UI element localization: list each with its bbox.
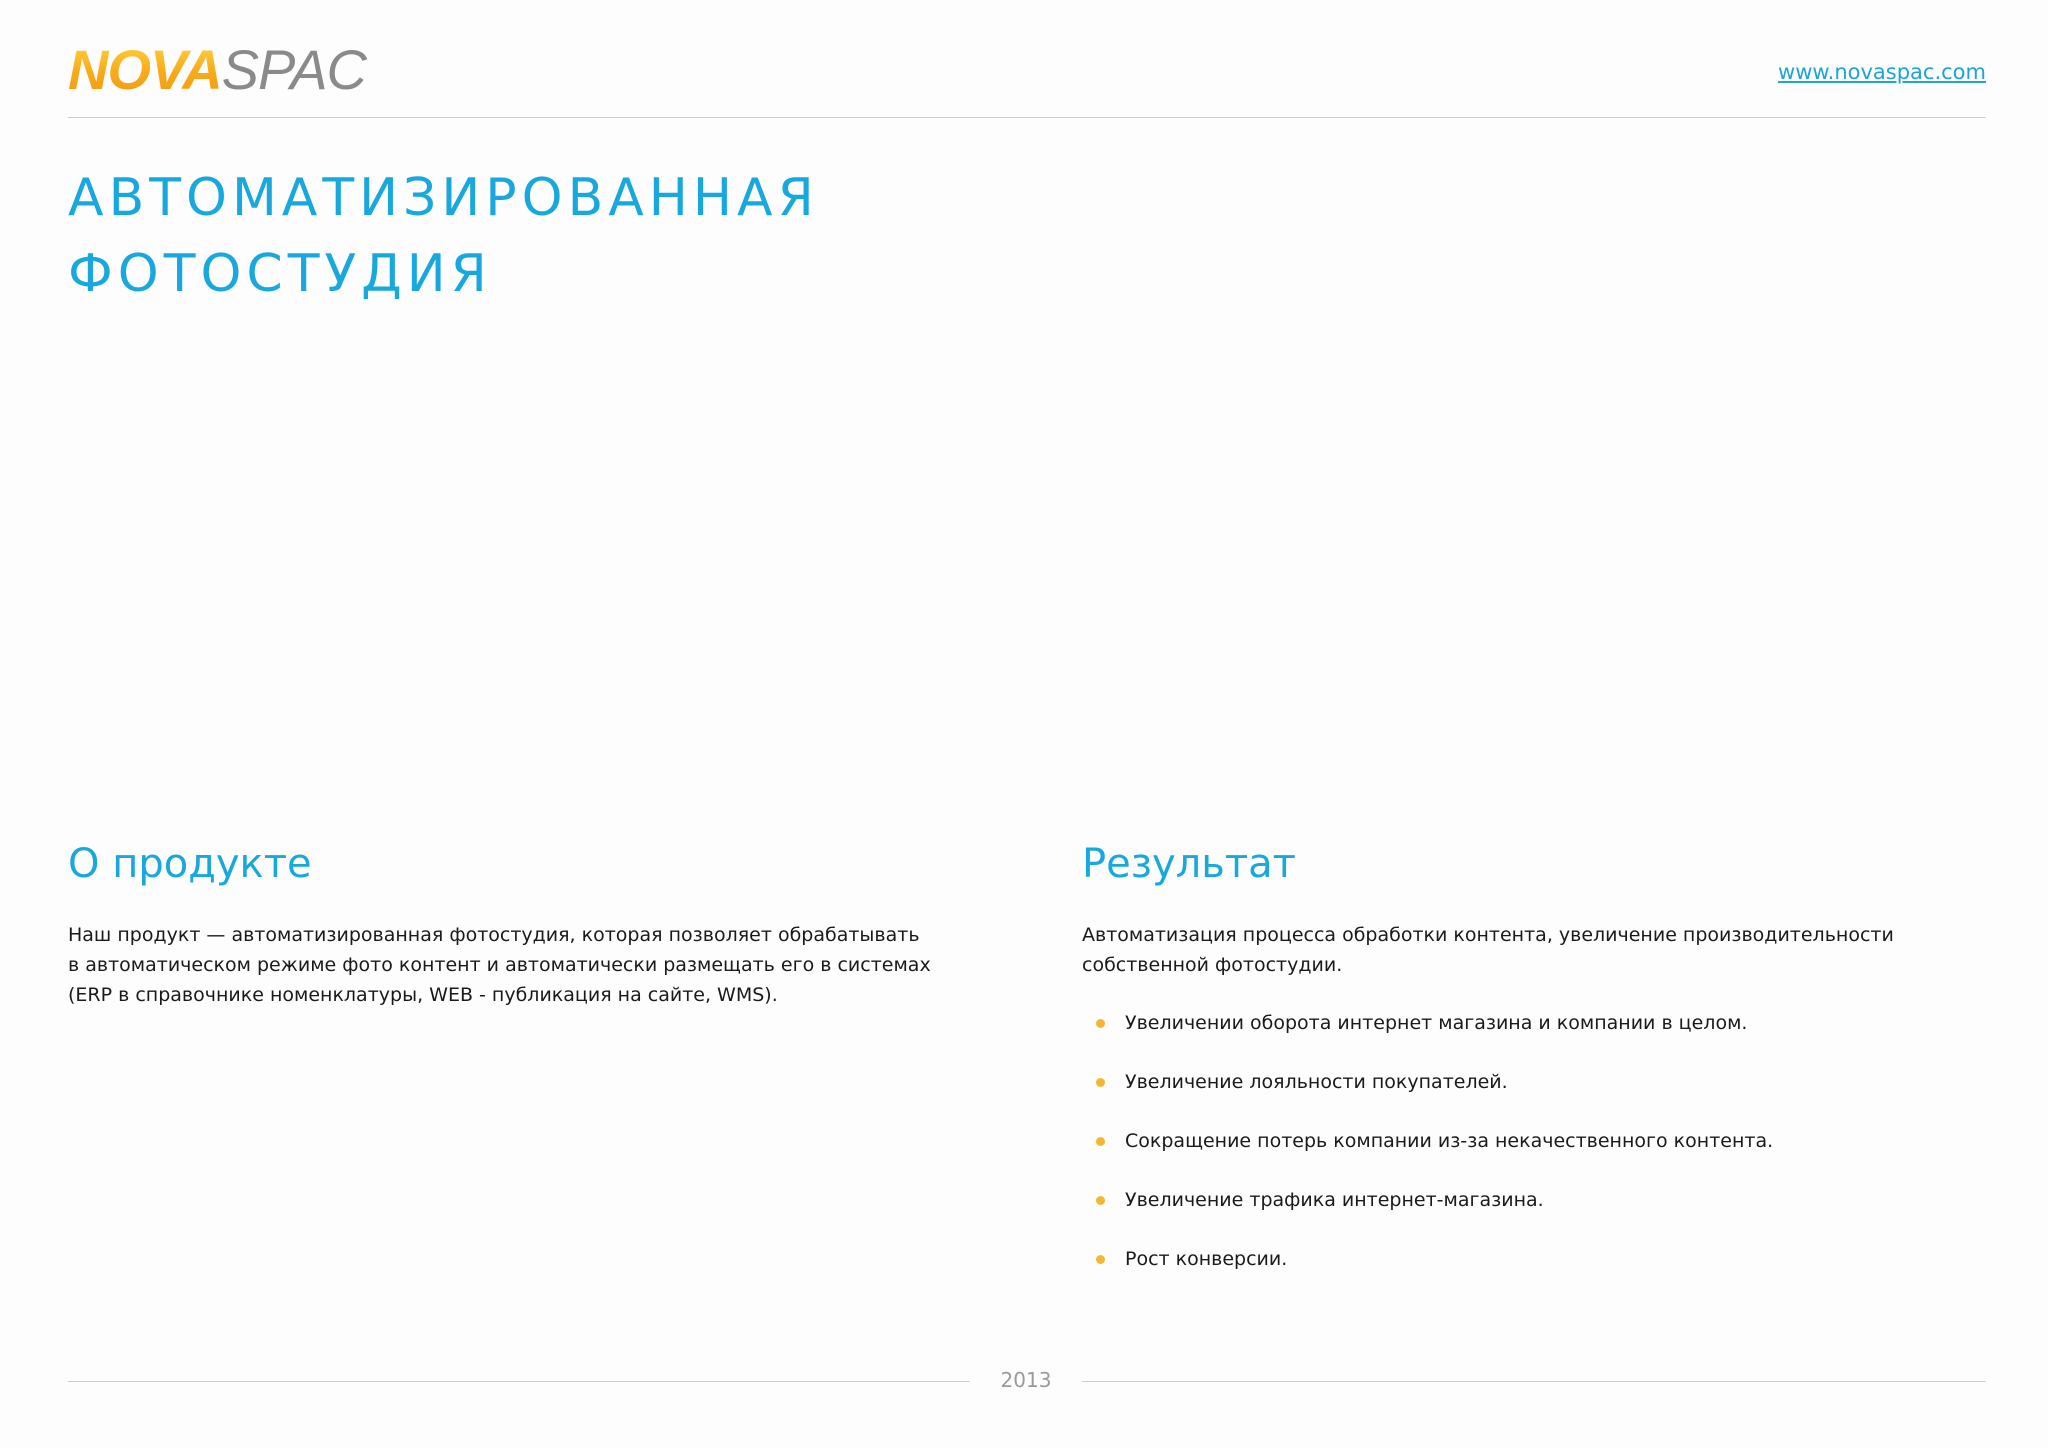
website-link[interactable]: www.novaspac.com (1778, 60, 1986, 84)
about-product-line-2: в автоматическом режиме фото контент и автоматически размещать его в системах (68, 954, 931, 976)
result-bullet-list (1082, 1008, 1982, 1274)
footer-divider-left (68, 1381, 970, 1382)
list-item (1082, 1067, 1982, 1097)
list-item (1082, 1126, 1982, 1156)
bullet-dot-icon (1096, 1078, 1105, 1087)
page-title-line-1: АВТОМАТИЗИРОВАННАЯ (68, 168, 819, 228)
list-item-text: Увеличение трафика интернет-магазина. (1125, 1189, 1544, 1211)
list-item-text: Рост конверсии. (1125, 1248, 1288, 1270)
header-divider (68, 117, 1986, 118)
about-product-heading: О продукте (68, 841, 312, 887)
about-product-line-1: Наш продукт — автоматизированная фотостудия, которая позволяет обрабатывать (68, 924, 920, 946)
result-section (1082, 836, 1982, 1303)
bullet-dot-icon (1096, 1196, 1105, 1205)
logo-nova-text: NOVA (68, 38, 222, 101)
footer-year: 2013 (1000, 1368, 1052, 1392)
result-heading: Результат (1082, 841, 1296, 887)
list-item (1082, 1185, 1982, 1215)
page-title (68, 160, 819, 312)
list-item-text: Увеличение лояльности покупателей. (1125, 1071, 1508, 1093)
bullet-dot-icon (1096, 1137, 1105, 1146)
brand-logo (68, 38, 366, 101)
result-intro-line-2: собственной фотостудии. (1082, 954, 1343, 976)
about-product-text (68, 920, 948, 1010)
bullet-dot-icon (1096, 1255, 1105, 1264)
page-title-line-2: ФОТОСТУДИЯ (68, 244, 492, 304)
result-intro-line-1: Автоматизация процесса обработки контента, увеличение производительности (1082, 924, 1894, 946)
about-product-line-3: (ERP в справочнике номенклатуры, WEB - публикация на сайте, WMS). (68, 984, 778, 1006)
list-item-text: Увеличении оборота интернет магазина и компании в целом. (1125, 1012, 1748, 1034)
list-item-text: Сокращение потерь компании из-за некачественного контента. (1125, 1130, 1774, 1152)
bullet-dot-icon (1096, 1019, 1105, 1028)
logo-spac-text: SPAC (221, 38, 366, 101)
list-item (1082, 1008, 1982, 1038)
result-intro-text (1082, 920, 1982, 980)
about-product-section (68, 836, 948, 1010)
list-item (1082, 1244, 1982, 1274)
footer-divider-right (1082, 1381, 1986, 1382)
